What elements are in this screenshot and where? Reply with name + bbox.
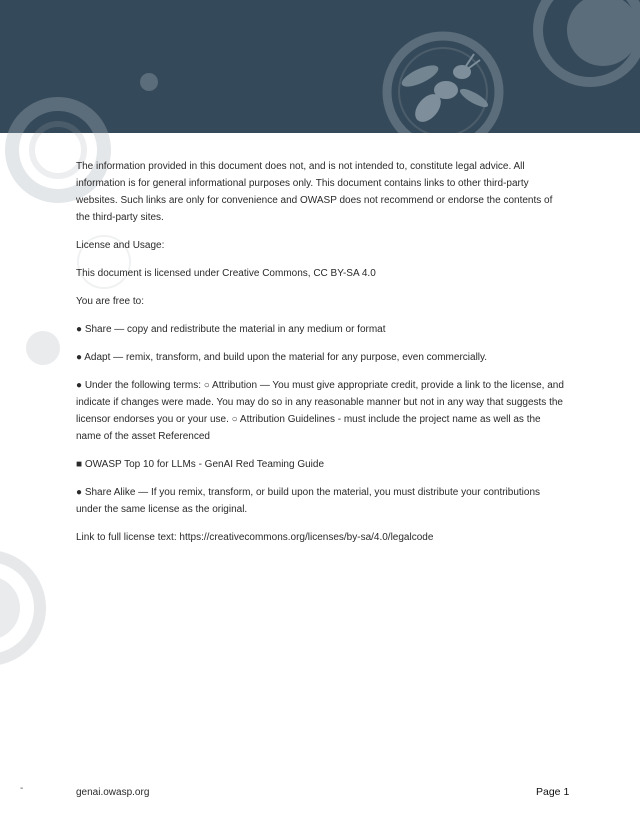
asset-item: ■ OWASP Top 10 for LLMs - GenAI Red Teaming Guide xyxy=(76,459,325,470)
header-banner xyxy=(0,0,640,133)
adapt-item: ● Adapt — remix, transform, and build upon the material for any purpose, even commercially. xyxy=(76,352,488,363)
footer-dash: - xyxy=(20,783,24,794)
license-link[interactable]: Link to full license text: https://creativecommons.org/licenses/by-sa/4.0/legalcode xyxy=(76,532,434,543)
license-heading: License and Usage: xyxy=(76,240,165,251)
owasp-wasp-logo-icon xyxy=(387,36,499,133)
terms-item: ● Under the following terms: ○ Attribution — You must give appropriate credit, provide a link to the license, and indicate if changes were made. You may do so in any reasonable manner but not in any way that suggests the licensor endorses you or your use. ○ Attribution Guidelines - must include the project name as well as the name of the asset Referenced xyxy=(76,380,564,442)
share-item: ● Share — copy and redistribute the material in any medium or format xyxy=(76,324,386,335)
share-alike-item: ● Share Alike — If you remix, transform, or build upon the material, you must distribute your contributions under the same license as the original. xyxy=(76,487,541,515)
banner-decoration xyxy=(0,0,640,133)
free-to-statement: You are free to: xyxy=(76,296,145,307)
disclaimer-paragraph: The information provided in this document does not, and is not intended to, constitute legal advice. All information is for general informational purposes only. This document contains links to other third-party websites. Such links are only for convenience and OWASP does not recommend or endorse the contents of the third-party sites. xyxy=(76,161,553,223)
page-number: Page 1 xyxy=(536,786,570,798)
document-body xyxy=(76,158,566,557)
license-statement: This document is licensed under Creative Commons, CC BY-SA 4.0 xyxy=(76,268,376,279)
footer-url-link[interactable]: genai.owasp.org xyxy=(76,787,150,798)
